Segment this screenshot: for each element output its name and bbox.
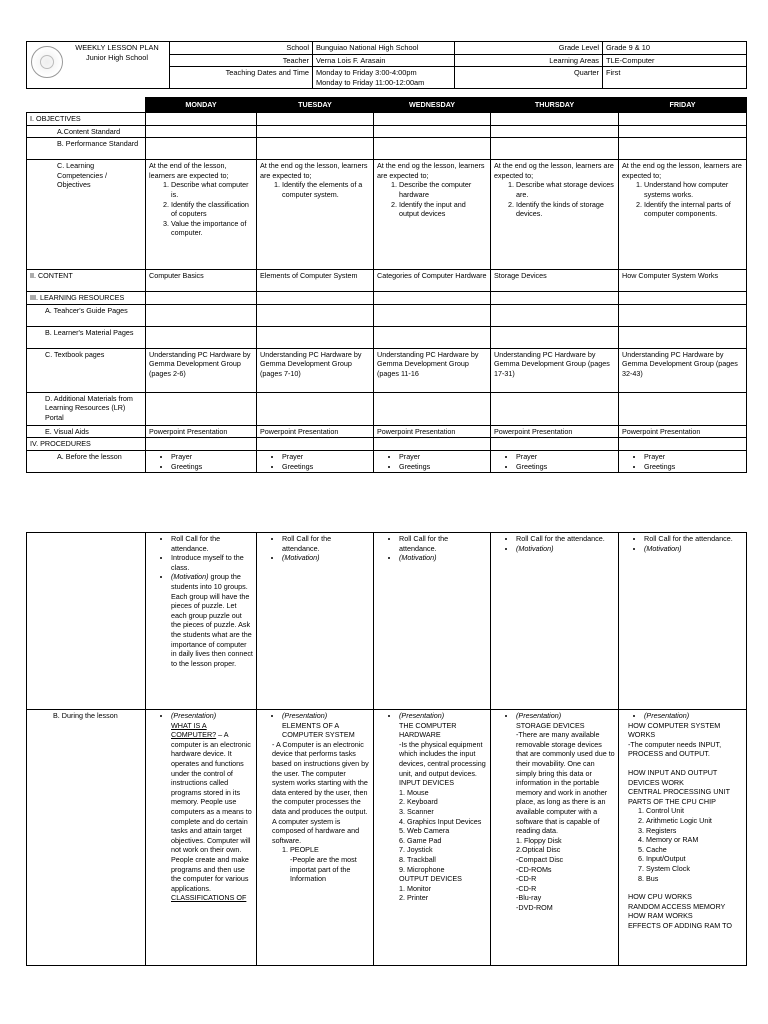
learner-label: B. Learner's Material Pages [27, 326, 146, 348]
list-item: • Introduce myself to the class. [171, 553, 253, 572]
list-item [282, 711, 370, 740]
lesson-text: - A Computer is an electronic device that performs tasks based on instructions given by the user. The computer system works starting with the data entered by the user, then the computer processes the data and produces the output. A computer system is composed of hardware and software. [272, 740, 370, 846]
list-item: • Greetings [282, 462, 370, 472]
list-item: • Greetings [171, 462, 253, 472]
during-friday [619, 710, 747, 966]
list-item: 4. Graphics Input Devices [407, 817, 487, 827]
during-tuesday [257, 710, 374, 966]
list-item: 9. Microphone [407, 865, 487, 875]
list-item: • Prayer [516, 452, 615, 462]
list-item: • Roll Call for the attendance. [282, 534, 370, 553]
list-item [399, 711, 487, 788]
list-item: • Prayer [399, 452, 487, 462]
lesson-subheading: OUTPUT DEVICES [399, 874, 462, 884]
list-item: 1. Describe what storage devices are. [516, 180, 615, 199]
grade-label: Grade Level [455, 42, 603, 55]
procedures-label: IV. PROCEDURES [27, 438, 146, 451]
list-item: • Greetings [516, 462, 615, 472]
list-item: 8. Trackball [407, 855, 487, 865]
competencies-thursday [491, 160, 619, 270]
header-logo-cell [27, 42, 170, 89]
day-friday: FRIDAY [619, 98, 747, 113]
content-thursday: Storage Devices [491, 270, 619, 292]
school-value: Bunguiao National High School [313, 42, 455, 55]
list-item: 2. Identify the classification of coputers [171, 200, 253, 219]
list-item: 2. Identify the input and output devices [399, 200, 487, 219]
visual-thursday: Powerpoint Presentation [491, 425, 619, 438]
list-item: • Roll Call for the attendance. [171, 534, 253, 553]
lesson-subheading: CENTRAL PROCESSING UNIT PARTS OF THE CPU CHIP [628, 787, 730, 806]
competencies-monday [146, 160, 257, 270]
quarter-label: Quarter [455, 67, 603, 89]
plan-subtitle: Junior High School [85, 52, 149, 62]
area-label: Learning Areas [455, 54, 603, 67]
list-item: 6. Input/Output [646, 854, 743, 864]
resources-label: III. LEARNING RESOURCES [27, 292, 146, 305]
list-item: 1. Monitor [407, 884, 487, 894]
motivation-label: (Motivation) [171, 572, 209, 582]
list-item: 2. Arithmetic Logic Unit [646, 816, 743, 826]
list-item [171, 711, 253, 903]
lesson-subheading: EFFECTS OF ADDING RAM TO [628, 920, 732, 930]
list-item: 1. Floppy Disk [516, 835, 562, 845]
visual-label: E. Visual Aids [27, 425, 146, 438]
list-item: 7. Joystick [407, 845, 487, 855]
lesson-subheading: HOW CPU WORKS [628, 892, 692, 902]
plan-title: WEEKLY LESSON PLAN [75, 43, 159, 52]
list-item: 3. Registers [646, 826, 743, 836]
before-thursday [491, 450, 619, 472]
competencies-wednesday [374, 160, 491, 270]
school-label: School [170, 42, 313, 55]
content-standard-label: A.Content Standard [27, 125, 146, 138]
textbook-label: C. Textbook pages [27, 348, 146, 392]
visual-wednesday: Powerpoint Presentation [374, 425, 491, 438]
list-item: 1. Describe what computer is. [171, 180, 253, 199]
content-friday: How Computer System Works [619, 270, 747, 292]
list-item: 1. Understand how computer systems works. [644, 180, 743, 199]
list-item [171, 572, 253, 668]
content-monday: Computer Basics [146, 270, 257, 292]
lesson-text: -There are many available removable storage devices that are commonly used due to their movability. One can simply bring this data or information in the portable memory and work in another place, as long as there is an available computer with a software that is capable of reading data. [516, 730, 615, 836]
list-item: • Roll Call for the attendance. [516, 534, 615, 544]
lesson-text: – A computer is an electronic hardware device. It operates and functions under the control of instructions called programs stored in its memory. People use computers as a means to complete and do certain tasks and attain target objectives. Computer will not work on their own. People create and make programs and then use the computer for various applications. [171, 730, 252, 893]
day-wednesday: WEDNESDAY [374, 98, 491, 113]
lesson-plan-page-1 [26, 41, 746, 473]
list-item: 5. Cache [646, 845, 743, 855]
lesson-heading: HOW COMPUTER SYSTEM WORKS [628, 720, 721, 740]
textbook-tuesday: Understanding PC Hardware by Gemma Development Group (pages 7-10) [257, 348, 374, 392]
list-item: -DVD-ROM [516, 902, 553, 912]
procedures-table [26, 532, 747, 966]
competency-intro: At the end og the lesson, learners are expected to; [377, 161, 485, 180]
list-item: -Compact Disc [516, 854, 564, 864]
competency-intro: At the end og the lesson, learners are expected to; [622, 161, 742, 180]
dates-label: Teaching Dates and Time [170, 67, 313, 89]
lesson-text: -The computer needs INPUT, PROCESS and OUTPUT. [628, 739, 722, 759]
header-table [26, 41, 747, 89]
list-item: 2. Keyboard [407, 797, 487, 807]
dates-value [313, 67, 455, 89]
list-item: • (Motivation) [282, 553, 370, 563]
content-label: II. CONTENT [27, 270, 146, 292]
lesson-heading: ELEMENTS OF A COMPUTER SYSTEM [282, 720, 355, 740]
before-monday [146, 450, 257, 472]
list-item: • (Motivation) [644, 544, 743, 554]
competency-intro: At the end og the lesson, learners are expected to; [260, 161, 368, 180]
day-monday: MONDAY [146, 98, 257, 113]
list-item: 2. Identify the internal parts of computer components. [644, 200, 743, 219]
before-label: A. Before the lesson [27, 450, 146, 472]
list-item: • Prayer [282, 452, 370, 462]
before-wednesday [374, 450, 491, 472]
during-monday [146, 710, 257, 966]
before-tuesday [257, 450, 374, 472]
before-friday [619, 450, 747, 472]
list-item: 3. Value the importance of computer. [171, 219, 253, 238]
list-item: • (Motivation) [399, 553, 487, 563]
list-item: 2. Identify the kinds of storage devices. [516, 200, 615, 219]
list-item: 5. Web Camera [407, 826, 487, 836]
list-item: 6. Game Pad [407, 836, 487, 846]
competency-intro: At the end of the lesson, learners are expected to; [149, 161, 229, 180]
dates-line-1: Monday to Friday 3:00-4:00pm [316, 68, 417, 78]
during-thursday [491, 710, 619, 966]
guide-label: A. Teahcer's Guide Pages [27, 304, 146, 326]
list-item: 2.Optical Disc [516, 845, 561, 855]
list-item: • Greetings [644, 462, 743, 472]
before-thursday-continued [491, 533, 619, 710]
before-monday-continued [146, 533, 257, 710]
presentation-label: (Presentation) [516, 711, 562, 720]
before-continued-label [27, 533, 146, 710]
lesson-text: -People are the most importat part of the Information [290, 854, 357, 884]
list-item: 4. Memory or RAM [646, 835, 743, 845]
textbook-friday: Understanding PC Hardware by Gemma Development Group (pages 32-43) [619, 348, 747, 392]
lesson-plan-page-2 [26, 532, 746, 966]
visual-monday: Powerpoint Presentation [146, 425, 257, 438]
dates-line-2: Monday to Friday 11:00-12:00am [316, 77, 425, 87]
teacher-label: Teacher [170, 54, 313, 67]
lesson-subheading: PEOPLE [290, 845, 319, 855]
plan-table [26, 97, 747, 473]
list-item: • Prayer [644, 452, 743, 462]
objectives-label: I. OBJECTIVES [27, 112, 146, 125]
area-value: TLE-Computer [603, 54, 747, 67]
before-wednesday-continued [374, 533, 491, 710]
lesson-subheading: RANDOM ACCESS MEMORY [628, 901, 726, 911]
visual-friday: Powerpoint Presentation [619, 425, 747, 438]
performance-standard-label: B. Performance Standard [27, 138, 146, 160]
lesson-subheading: CLASSIFICATIONS OF [171, 893, 247, 903]
visual-tuesday: Powerpoint Presentation [257, 425, 374, 438]
before-tuesday-continued [257, 533, 374, 710]
lesson-text: -Is the physical equipment which includes the input devices, central processing unit, and output devices. [399, 739, 486, 778]
list-item: • (Motivation) [516, 544, 615, 554]
quarter-value: First [603, 67, 747, 89]
list-item: -Blu-ray [516, 893, 542, 903]
additional-label: D. Additional Materials from Learning Resources (LR) Portal [27, 392, 146, 425]
presentation-label: (Presentation) [171, 711, 217, 720]
competencies-label: C. Learning Competencies / Objectives [27, 160, 146, 270]
lesson-heading: THE COMPUTER HARDWARE [399, 720, 457, 740]
list-item: 1. Mouse [407, 788, 487, 798]
lesson-subheading: HOW RAM WORKS [628, 911, 693, 921]
lesson-subheading: INPUT DEVICES [399, 778, 454, 788]
list-item: • Greetings [399, 462, 487, 472]
list-item: 8. Bus [646, 874, 743, 884]
list-item [644, 711, 743, 721]
list-item: 7. System Clock [646, 864, 743, 874]
textbook-wednesday: Understanding PC Hardware by Gemma Development Group (pages 11-16 [374, 348, 491, 392]
lesson-subheading: HOW INPUT AND OUTPUT DEVICES WORK [628, 767, 718, 787]
corner-cell [27, 98, 146, 113]
list-item: -CD-R [516, 874, 537, 884]
list-item: 1. Describe the computer hardware [399, 180, 487, 199]
list-item: • Prayer [171, 452, 253, 462]
list-item: • Roll Call for the attendance. [644, 534, 743, 544]
competencies-tuesday [257, 160, 374, 270]
teacher-value: Verna Lois F. Arasain [313, 54, 455, 67]
textbook-thursday: Understanding PC Hardware by Gemma Development Group (pages 17-31) [491, 348, 619, 392]
textbook-monday: Understanding PC Hardware by Gemma Development Group (pages 2-6) [146, 348, 257, 392]
grade-value: Grade 9 & 10 [603, 42, 747, 55]
list-item [516, 711, 615, 836]
list-item: • Roll Call for the attendance. [399, 534, 487, 553]
during-wednesday [374, 710, 491, 966]
day-tuesday: TUESDAY [257, 98, 374, 113]
list-item: 3. Scanner [407, 807, 487, 817]
list-item: -CD-ROMs [516, 864, 552, 874]
content-tuesday: Elements of Computer System [257, 270, 374, 292]
before-friday-continued [619, 533, 747, 710]
lesson-heading: WHAT IS A COMPUTER? [171, 720, 217, 740]
deped-seal-icon [31, 46, 63, 78]
motivation-text: group the students into 10 groups. Each group will have the pieces of puzzle. Let each group puzzle out the pieces of puzzle. Ask the students what are the importance of computer in daily lives then connect to the lesson proper. [171, 572, 253, 668]
list-item: 1. Control Unit [646, 806, 743, 816]
list-item: 2. Printer [407, 893, 487, 903]
presentation-label: (Presentation) [282, 711, 328, 720]
day-thursday: THURSDAY [491, 98, 619, 113]
list-item: -CD-R [516, 883, 537, 893]
competency-intro: At the end og the lesson, learners are expected to; [494, 161, 614, 180]
list-item [290, 845, 370, 883]
competencies-friday [619, 160, 747, 270]
list-item: 1. Identify the elements of a computer system. [282, 180, 370, 199]
content-wednesday: Categories of Computer Hardware [374, 270, 491, 292]
lesson-heading: STORAGE DEVICES [516, 720, 585, 730]
presentation-label: (Presentation) [399, 711, 445, 720]
during-label: B. During the lesson [27, 710, 146, 966]
presentation-label: (Presentation) [644, 711, 690, 720]
